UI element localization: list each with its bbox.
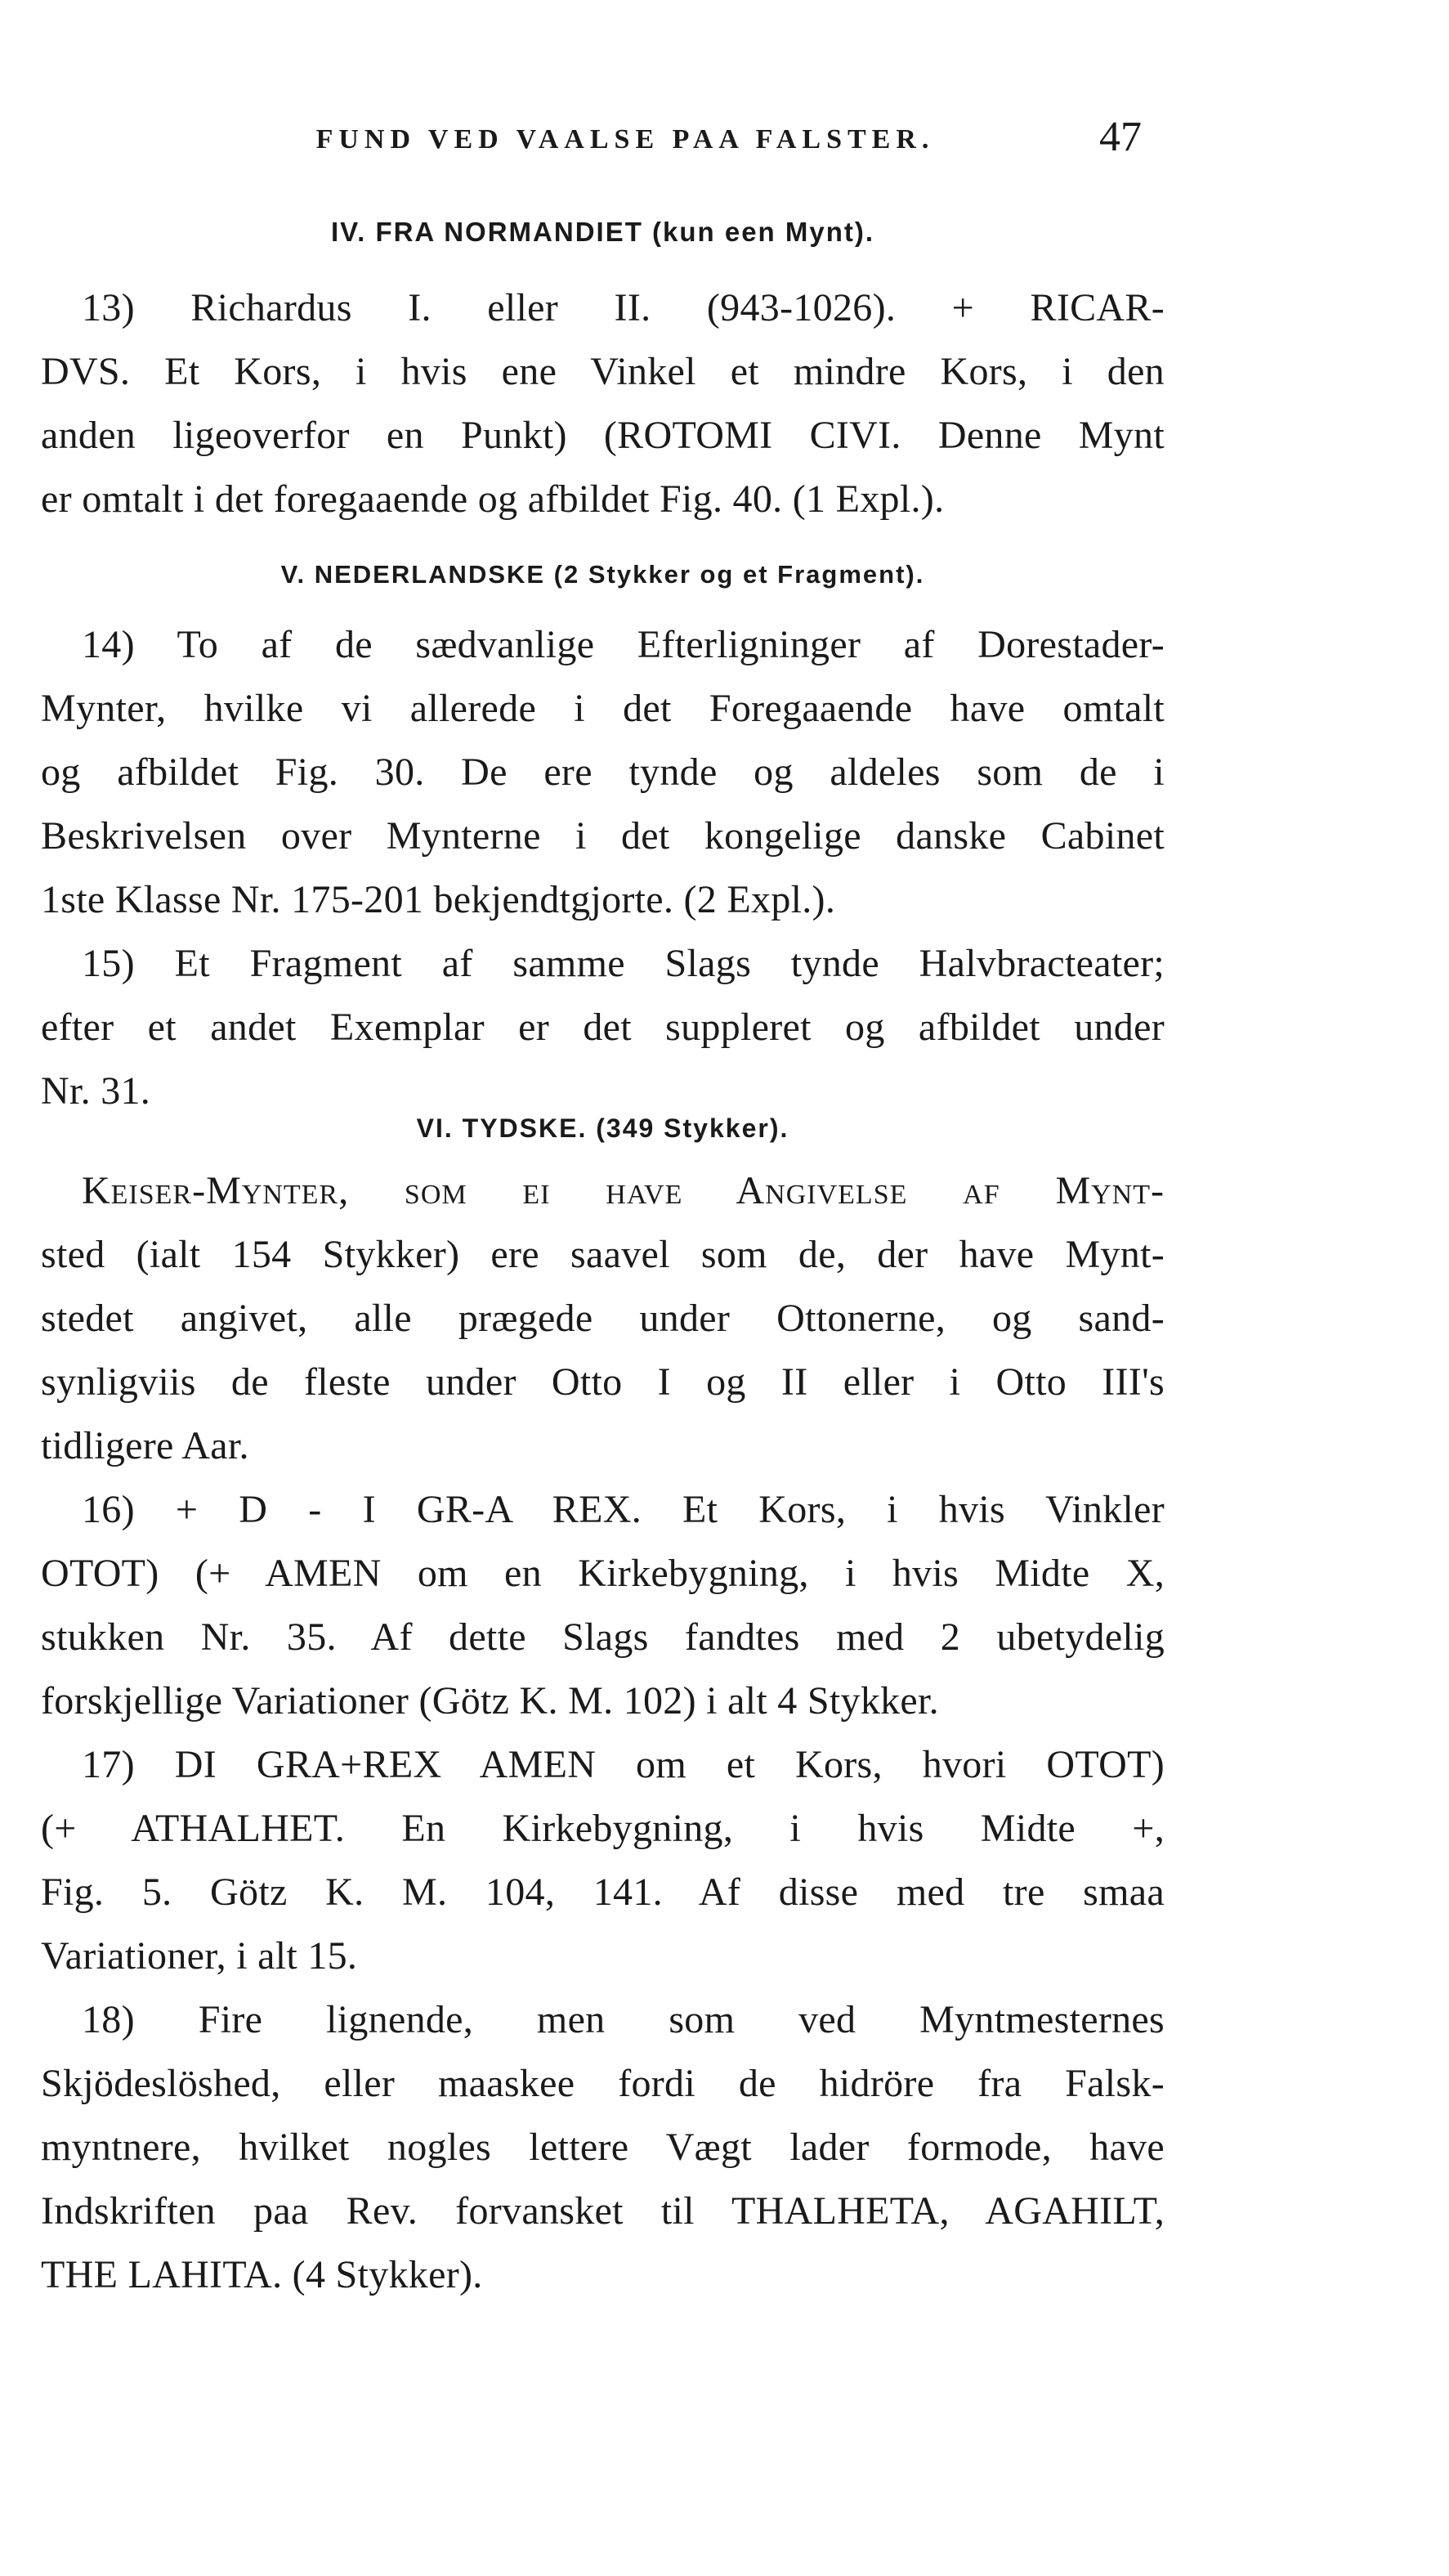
section-body-iv: [41, 276, 1165, 531]
running-head: [0, 113, 1449, 162]
text-line: Nr. 31.: [41, 1069, 151, 1113]
text-line: Skjödeslöshed, eller maaskee fordi de hidröre fra Falsk-: [41, 2062, 1165, 2105]
text-line: anden ligeoverfor en Punkt) (ROTOMI CIVI. Denne Mynt: [41, 414, 1165, 457]
text-line: stukken Nr. 35. Af dette Slags fandtes med 2 ubetydelig: [41, 1615, 1165, 1659]
text-line: Fig. 5. Götz K. M. 104, 141. Af disse med tre smaa: [41, 1870, 1165, 1914]
section-heading-vi: VI. TYDSKE. (349 Stykker).: [416, 1113, 789, 1143]
text-line: 1ste Klasse Nr. 175-201 bekjendtgjorte. (2 Expl.).: [41, 878, 836, 921]
text-line: forskjellige Variationer (Götz K. M. 102) i alt 4 Stykker.: [41, 1679, 939, 1723]
text-line: 13) Richardus I. eller II. (943-1026). + RICAR-: [82, 286, 1165, 329]
text-line: sted (ialt 154 Stykker) ere saavel som de, der have Mynt-: [41, 1233, 1165, 1276]
text-line: myntnere, hvilket nogles lettere Vægt lader formode, have: [41, 2126, 1165, 2169]
text-line: synligviis de fleste under Otto I og II eller i Otto III's: [41, 1360, 1165, 1404]
text-line: Variationer, i alt 15.: [41, 1934, 358, 1978]
text-line: er omtalt i det foregaaende og afbildet Fig. 40. (1 Expl.).: [41, 477, 945, 521]
text-line: OTOT) (+ AMEN om en Kirkebygning, i hvis Midte X,: [41, 1552, 1165, 1595]
text-line: tidligere Aar.: [41, 1424, 249, 1467]
text-line: efter et andet Exemplar er det suppleret og afbildet under: [41, 1006, 1165, 1049]
text-line: (+ ATHALHET. En Kirkebygning, i hvis Midte +,: [41, 1807, 1165, 1850]
text-line: Keiser-Mynter, som ei have Angivelse af Mynt-: [82, 1169, 1165, 1212]
text-line: THE LAHITA. (4 Stykker).: [41, 2253, 483, 2296]
text-line: Beskrivelsen over Mynterne i det kongelige danske Cabinet: [41, 814, 1165, 858]
section-body-vi: [41, 1159, 1165, 2307]
section-body-v: [41, 613, 1165, 1123]
text-line: 17) DI GRA+REX AMEN om et Kors, hvori OTOT): [82, 1743, 1165, 1786]
running-head-title: FUND VED VAALSE PAA FALSTER.: [315, 124, 935, 155]
page-number: 47: [1099, 114, 1142, 160]
section-heading-v: V. NEDERLANDSKE (2 Stykker og et Fragment).: [280, 560, 925, 589]
section-heading-iv: IV. FRA NORMANDIET (kun een Mynt).: [330, 217, 875, 247]
text-line: stedet angivet, alle prægede under Ottonerne, og sand-: [41, 1297, 1165, 1340]
text-line: 18) Fire lignende, men som ved Myntmesternes: [82, 1998, 1165, 2041]
text-line: Mynter, hvilke vi allerede i det Foregaaende have omtalt: [41, 687, 1165, 730]
text-line: DVS. Et Kors, i hvis ene Vinkel et mindre Kors, i den: [41, 350, 1165, 393]
text-line: og afbildet Fig. 30. De ere tynde og aldeles som de i: [41, 750, 1165, 794]
text-line: Indskriften paa Rev. forvansket til THALHETA, AGAHILT,: [41, 2189, 1165, 2233]
text-line: 16) + D - I GR-A REX. Et Kors, i hvis Vinkler: [82, 1488, 1165, 1531]
text-line: 14) To af de sædvanlige Efterligninger af Dorestader-: [82, 623, 1165, 666]
text-line: 15) Et Fragment af samme Slags tynde Halvbracteater;: [82, 942, 1165, 985]
